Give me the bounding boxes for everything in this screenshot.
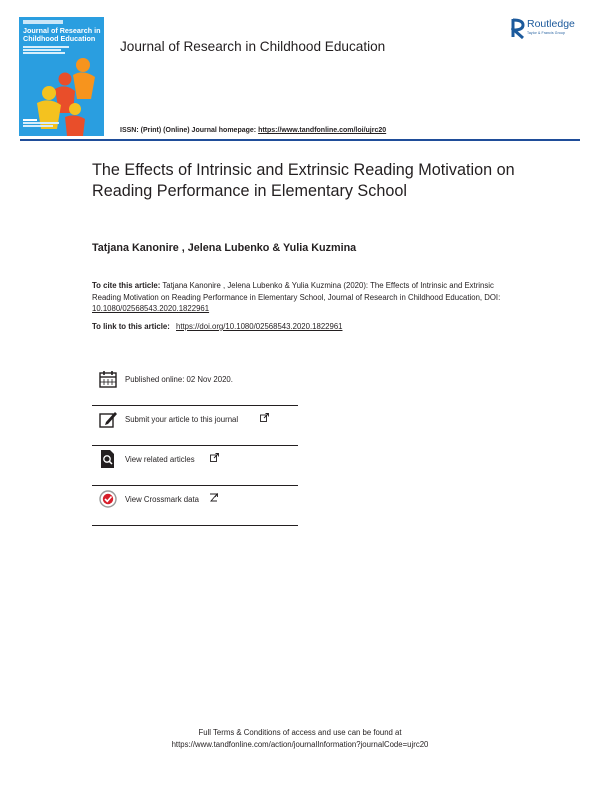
publisher-logo	[511, 17, 587, 41]
external-link-icon	[260, 413, 269, 422]
routledge-r-icon	[511, 17, 525, 39]
published-online-label: Published online: 02 Nov 2020.	[125, 375, 233, 384]
footer-terms-line: Full Terms & Conditions of access and use can be found at	[198, 728, 402, 737]
submit-article-label[interactable]: Submit your article to this journal	[125, 415, 239, 424]
crossmark-icon	[99, 489, 117, 509]
cover-title-line1: Journal of Research in	[23, 26, 101, 35]
article-actions	[92, 366, 298, 526]
citation-doi-link[interactable]: 10.1080/02568543.2020.1822961	[92, 304, 210, 314]
related-articles-label[interactable]: View related articles	[125, 455, 195, 464]
journal-homepage-link[interactable]: https://www.tandfonline.com/loi/ujrc20	[258, 127, 387, 134]
external-link-icon	[210, 453, 219, 462]
cover-title-line2: Childhood Education	[23, 34, 96, 43]
footer-terms-url[interactable]: https://www.tandfonline.com/action/journalInformation?journalCode=ujrc20	[171, 739, 429, 749]
calendar-icon	[99, 369, 117, 389]
article-authors: Tatjana Kanonire , Jelena Lubenko & Yulia Kuzmina	[92, 242, 357, 254]
header-divider	[20, 139, 580, 141]
article-link-line	[92, 322, 343, 331]
related-articles-item[interactable]	[92, 446, 298, 486]
edit-icon	[99, 409, 117, 429]
submit-article-item[interactable]	[92, 406, 298, 446]
article-doi-url[interactable]: https://doi.org/10.1080/02568543.2020.1822961	[176, 322, 343, 331]
publisher-name: Routledge	[527, 18, 575, 30]
citation-block	[92, 280, 512, 315]
journal-cover	[19, 17, 104, 136]
citation-label: To cite this article:	[92, 281, 161, 290]
journal-name: Journal of Research in Childhood Education	[120, 39, 386, 54]
document-search-icon	[99, 449, 117, 469]
crossmark-link-icon	[209, 493, 218, 502]
issn-line	[120, 127, 386, 134]
issn-prefix: ISSN: (Print) (Online) Journal homepage:	[120, 127, 257, 134]
published-online-item	[92, 366, 298, 406]
action-divider	[92, 525, 298, 526]
crossmark-item[interactable]	[92, 486, 298, 526]
link-label: To link to this article:	[92, 322, 170, 331]
article-title: The Effects of Intrinsic and Extrinsic Reading Motivation on Reading Performance in Elementary School	[92, 161, 515, 200]
cover-footer-lines	[23, 118, 83, 128]
crossmark-label[interactable]: View Crossmark data	[125, 495, 199, 504]
publisher-tagline: Taylor & Francis Group	[527, 31, 565, 35]
page-footer	[0, 727, 600, 750]
citation-text: Tatjana Kanonire , Jelena Lubenko & Yulia Kuzmina (2020): The Effects of Intrinsic and Extrinsic Reading Motivation on Reading Performance in Elementary School, Journal of Research in Childhood Education, DOI:	[92, 281, 501, 302]
